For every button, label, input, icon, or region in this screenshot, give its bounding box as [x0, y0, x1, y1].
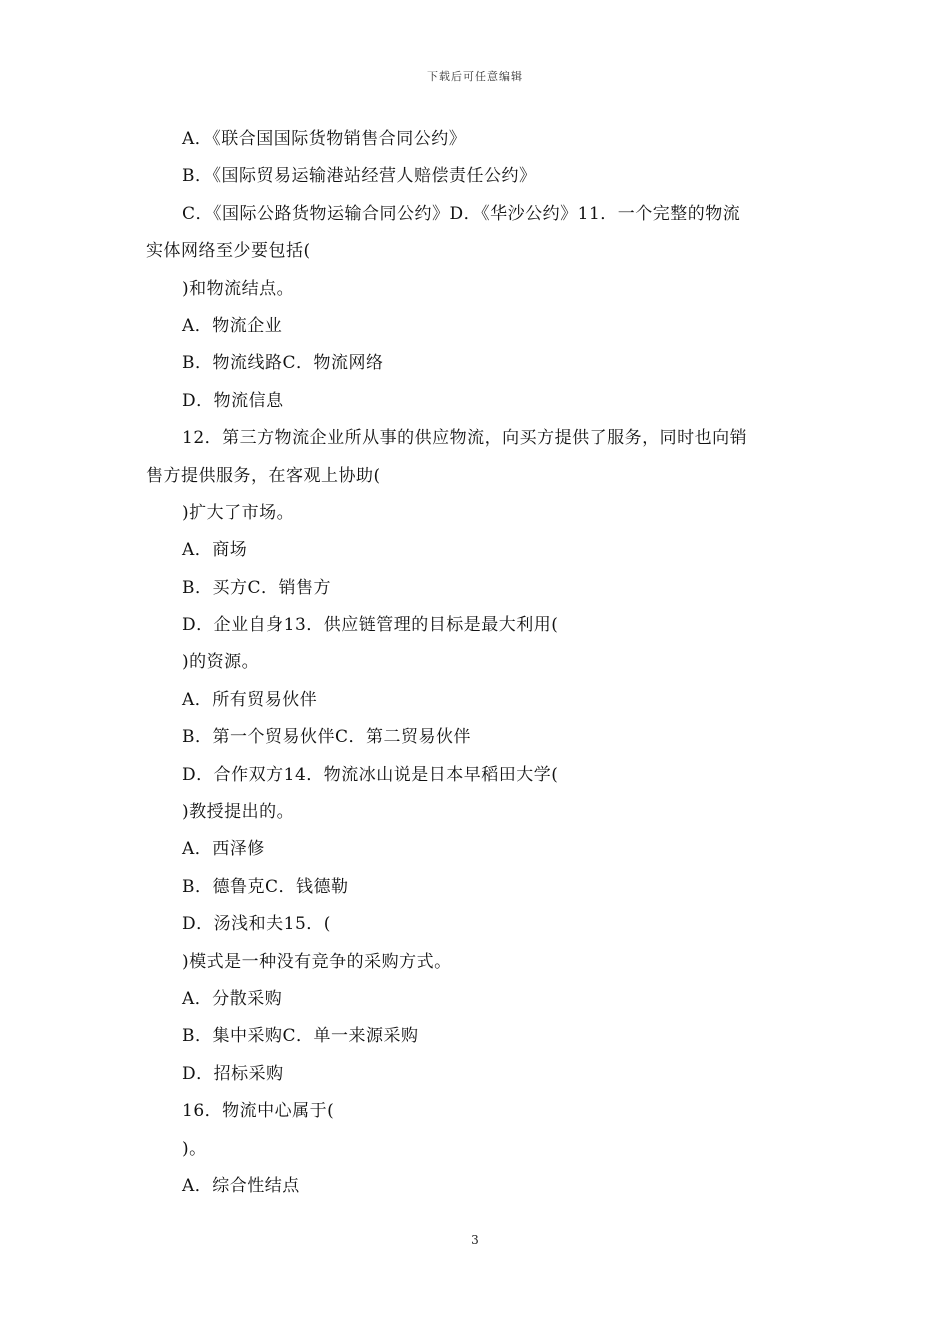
text-line: )教授提出的。: [182, 802, 295, 823]
text-line: 售方提供服务，在客观上协助(: [146, 465, 381, 486]
text-line: A．分散采购: [182, 988, 283, 1009]
text-line: )和物流结点。: [182, 278, 295, 299]
text-line: C．《国际公路货物运输合同公约》D．《华沙公约》11．一个完整的物流: [182, 203, 741, 224]
text-line: )的资源。: [182, 652, 260, 673]
text-line: B．买方C．销售方: [182, 577, 331, 598]
text-line: B．物流线路C．物流网络: [182, 353, 384, 374]
text-line: D．招标采购: [182, 1063, 284, 1084]
page-header: 下载后可任意编辑: [427, 70, 523, 83]
document-body: [146, 121, 806, 1205]
text-line: 12．第三方物流企业所从事的供应物流，向买方提供了服务，同时也向销: [182, 428, 748, 449]
text-line: B．《国际贸易运输港站经营人赔偿责任公约》: [182, 166, 537, 187]
text-line: D．企业自身13．供应链管理的目标是最大利用(: [182, 615, 559, 636]
text-line: A．商场: [182, 540, 248, 561]
text-line: 16．物流中心属于(: [182, 1101, 335, 1122]
text-line: )扩大了市场。: [182, 502, 295, 523]
text-line: 实体网络至少要包括(: [146, 241, 311, 262]
text-line: A．所有贸易伙伴: [182, 689, 318, 710]
text-line: A．物流企业: [182, 315, 283, 336]
text-line: A．西泽修: [182, 839, 265, 860]
text-line: D．物流信息: [182, 390, 284, 411]
text-line: D．汤浅和夫15．(: [182, 914, 331, 935]
text-line: B．德鲁克C．钱德勒: [182, 876, 349, 897]
text-line: D．合作双方14．物流冰山说是日本早稻田大学(: [182, 764, 559, 785]
text-line: A．综合性结点: [182, 1175, 300, 1196]
text-line: )模式是一种没有竞争的采购方式。: [182, 951, 452, 972]
text-line: )。: [182, 1138, 207, 1159]
text-line: B．集中采购C．单一来源采购: [182, 1026, 419, 1047]
page-number: 3: [471, 1233, 479, 1247]
text-line: A．《联合国国际货物销售合同公约》: [182, 129, 467, 149]
text-line: B．第一个贸易伙伴C．第二贸易伙伴: [182, 727, 471, 748]
